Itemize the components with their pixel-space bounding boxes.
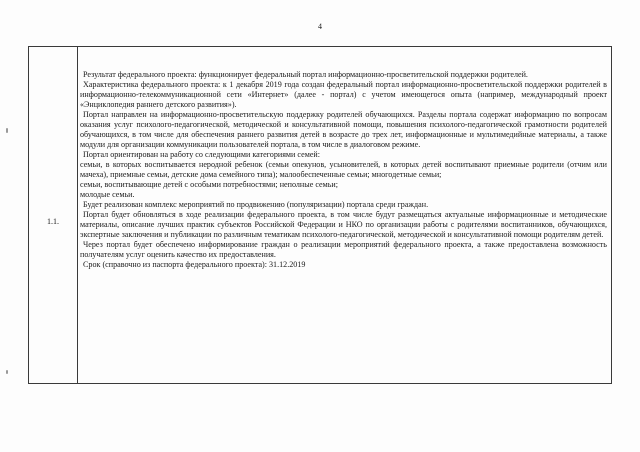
row-content — [80, 70, 607, 270]
scan-edge-mark — [6, 128, 8, 133]
list-item-young-families: молодые семьи. — [80, 190, 135, 199]
row-number: 1.1. — [47, 217, 59, 226]
paragraph-target-categories: Портал ориентирован на работу со следующими категориями семей: — [83, 150, 320, 159]
paragraph-characteristic: Характеристика федерального проекта: к 1 декабря 2019 года создан федеральный портал информационно-просветительской поддержки родителей в информационно-телекоммуникационной сети «Интернет» (далее - портал) с учетом имеющегося опыта (например, международный проект «Энциклопедия раннего детского развития»). — [80, 80, 607, 109]
list-item-foster-families: семьи, в которых воспитывается неродной ребенок (семьи опекунов, усыновителей, в которых детей воспитывают приемные родители (отчим или мачеха), приемные семьи, детские дома семейного типа); малообеспеченные семьи; многодетные семьи; — [80, 160, 607, 179]
scan-edge-mark — [6, 370, 8, 374]
paragraph-portal-purpose: Портал направлен на информационно-просветительскую поддержку родителей обучающихся. Разделы портала содержат информацию по вопросам оказания услуг психолого-педагогической, методической и консультативной помощи, повышения психолого-педагогической грамотности родителей обучающихся, в том числе для обеспечения раннего развития детей в возрасте до трех лет, информационные и мультимедийные материалы, а также модули для организации коммуникации пользователей портала, в том числе в диалоговом режиме. — [80, 110, 607, 149]
page-number: 4 — [318, 22, 322, 31]
paragraph-informing: Через портал будет обеспечено информирование граждан о реализации мероприятий федерального проекта, а также предоставлена возможность получателям услуг оценить качество их предоставления. — [80, 240, 607, 259]
paragraph-result: Результат федерального проекта: функционирует федеральный портал информационно-просветительской поддержки родителей. — [83, 70, 528, 79]
table-column-divider — [77, 47, 78, 383]
paragraph-promotion: Будет реализован комплекс мероприятий по продвижению (популяризации) портала среди граждан. — [83, 200, 429, 209]
paragraph-updates: Портал будет обновляться в ходе реализации федерального проекта, в том числе будут размещаться актуальные информационные и методические материалы, описание лучших практик субъектов Российской Федерации и НКО по организации работы с родителями воспитанников, обучающихся, экспертные заключения и публикации по различным тематикам психолого-педагогической, методической и консультативной помощи родителям детей. — [80, 210, 607, 239]
document-table — [28, 46, 612, 384]
list-item-special-needs-families: семьи, воспитывающие детей с особыми потребностями; неполные семьи; — [80, 180, 338, 189]
paragraph-deadline: Срок (справочно из паспорта федерального проекта): 31.12.2019 — [83, 260, 306, 269]
